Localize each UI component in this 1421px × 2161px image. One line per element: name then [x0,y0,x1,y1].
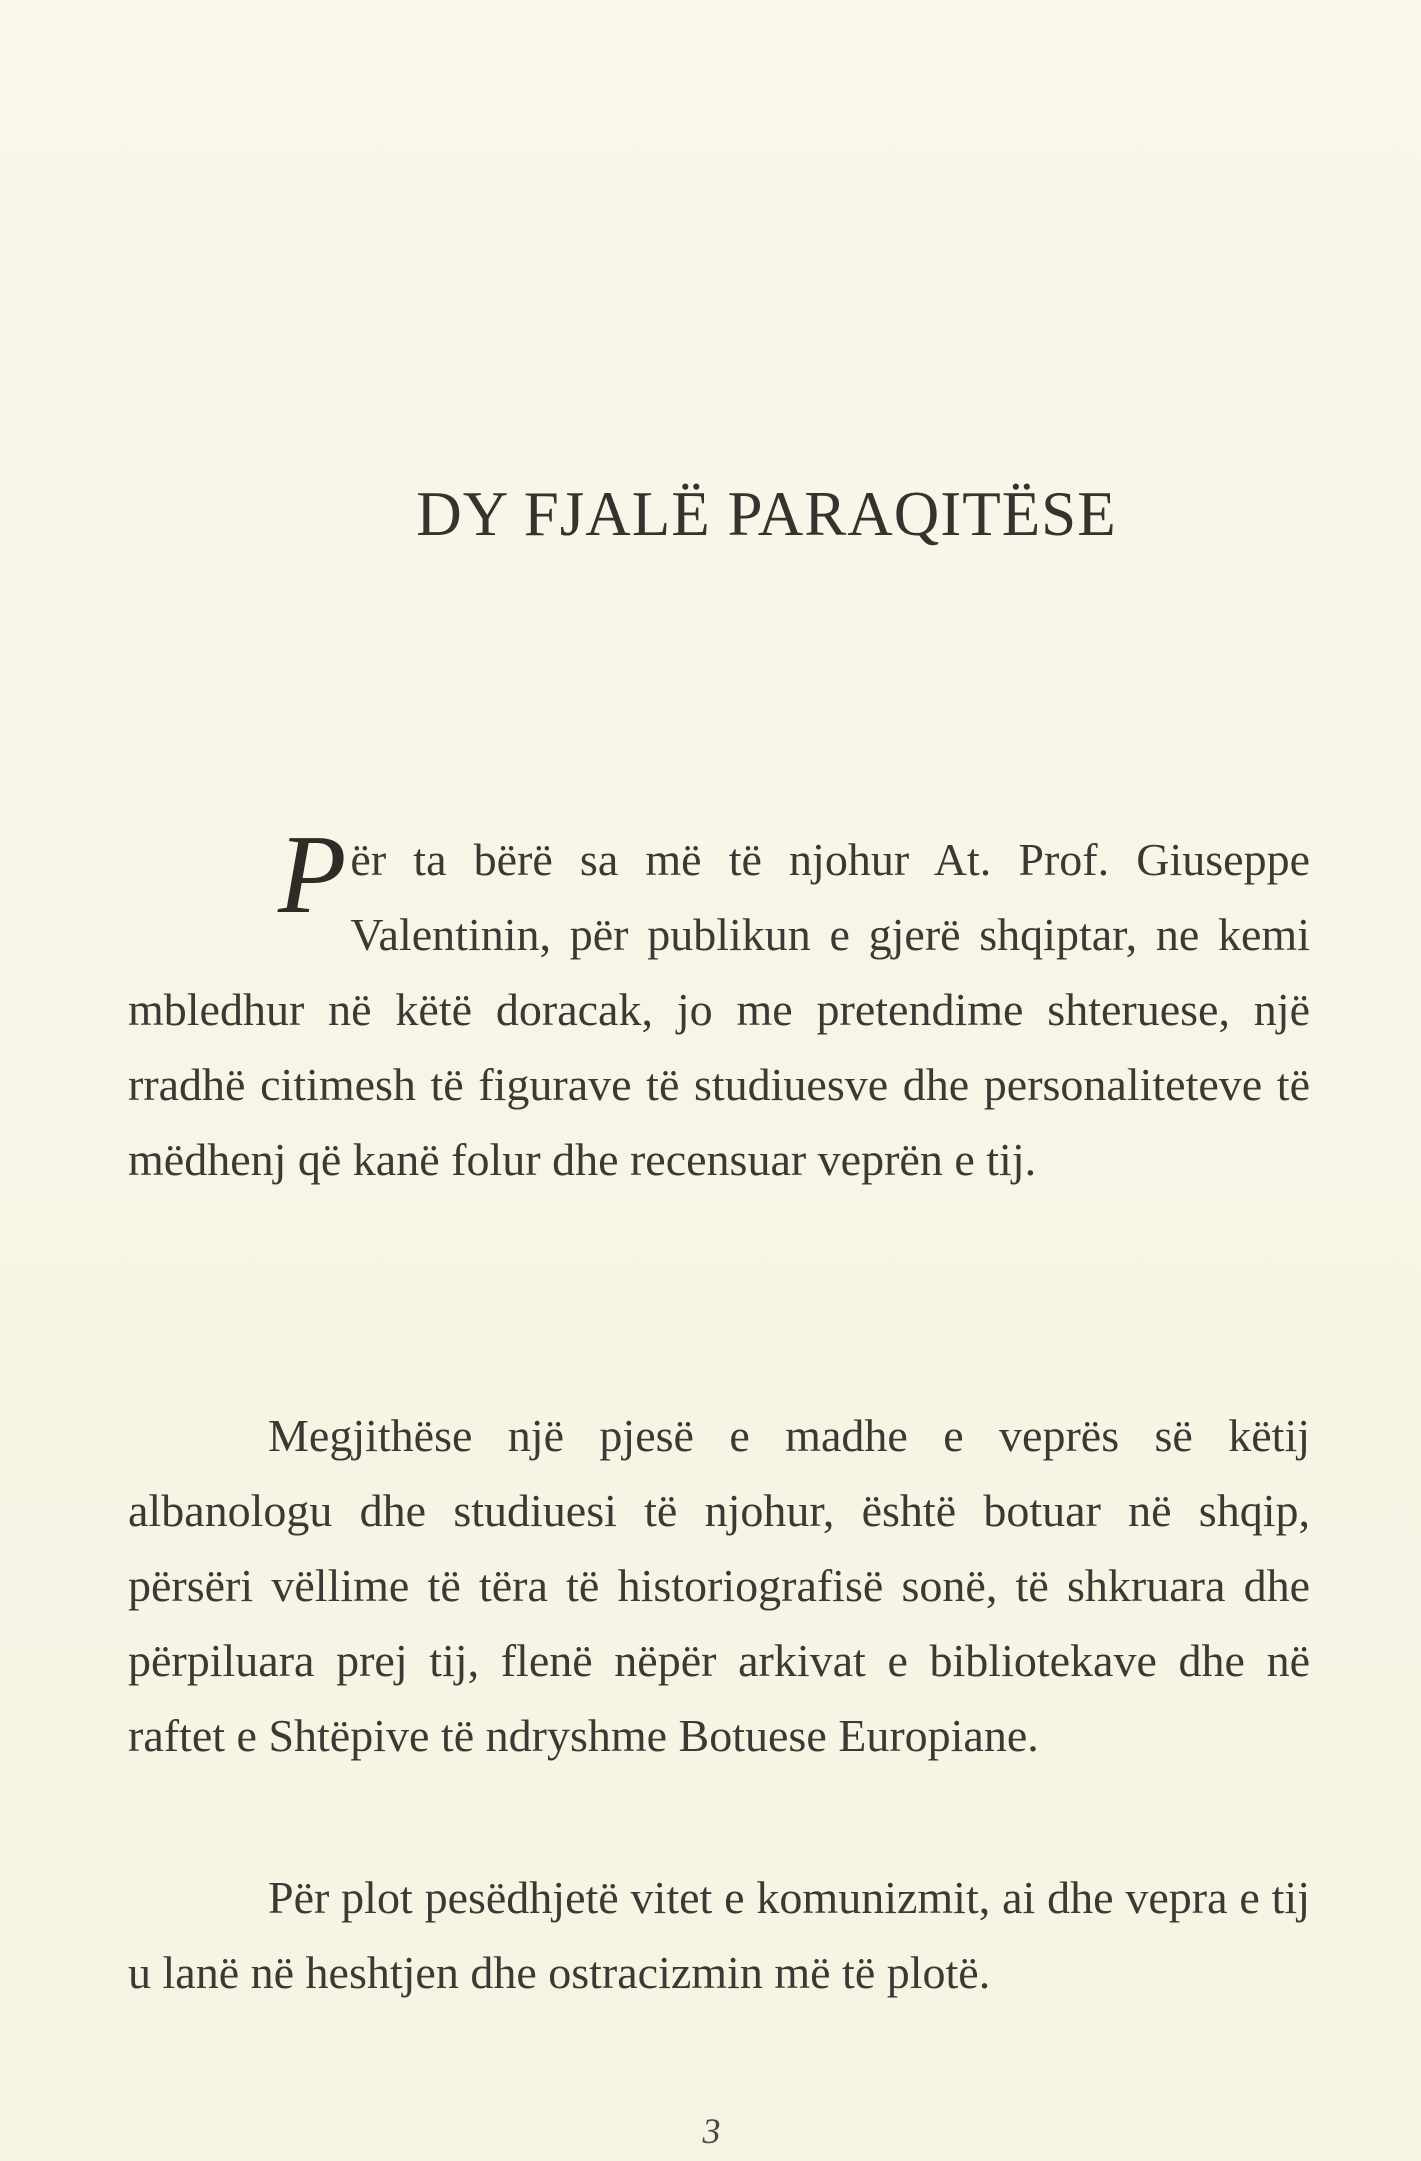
page-title [0,478,1421,551]
paragraph-2 [128,1398,1310,1773]
page-number-text: 3 [702,2111,721,2151]
drop-cap: P [278,813,347,937]
page-title-text: DY FJALË PARAQITËSE [416,479,1117,549]
paragraph-3 [128,1860,1310,2010]
page-number [0,2110,1421,2152]
paragraph-3-text: Për plot pesëdhjetë vitet e komunizmit, ai dhe vepra e tij u lanë në heshtjen dhe ostracizmin më të plotë. [128,1872,1310,1998]
paragraph-1-text: ër ta bërë sa më të njohur At. Prof. Giuseppe Valentinin, për publikun e gjerë shqiptar, ne kemi mbledhur në këtë doracak, jo me pretendime shteruese, një rradhë citimesh të figurave të studiuesve dhe personaliteteve të mëdhenj që kanë folur dhe recensuar veprën e tij. [128,834,1310,1185]
paragraph-2-text: Megjithëse një pjesë e madhe e veprës së këtij albanologu dhe studiuesi të njohur, është botuar në shqip, përsëri vëllime të tëra të historiografisë sonë, të shkruara dhe përpiluara prej tij, flenë nëpër arkivat e bibliotekave dhe në raftet e Shtëpive të ndryshme Botuese Europiane. [128,1410,1310,1761]
paragraph-1 [128,813,1310,1197]
